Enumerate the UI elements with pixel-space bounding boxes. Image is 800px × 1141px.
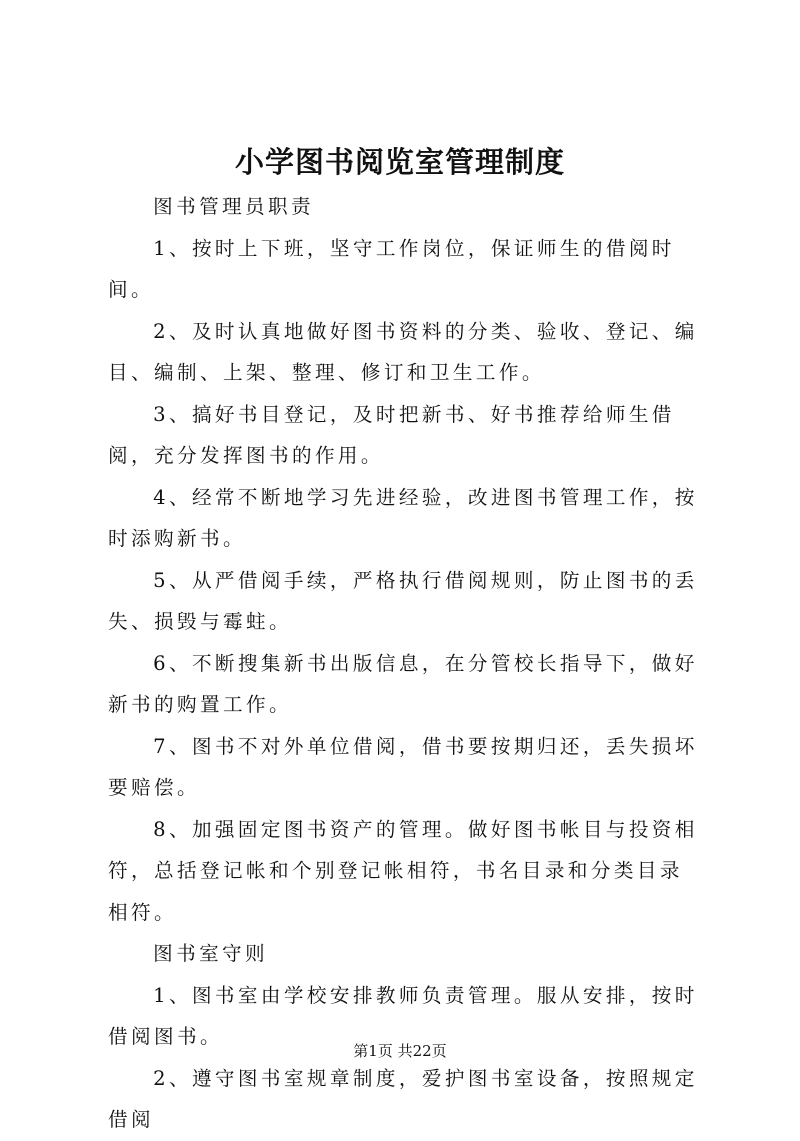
- paragraph: 8、加强固定图书资产的管理。做好图书帐目与投资相符，总括登记帐和个别登记帐相符，书名目录和分类目录相符。: [108, 817, 698, 924]
- document-title: 小学图书阅览室管理制度: [234, 145, 565, 179]
- paragraph: 6、不断搜集新书出版信息，在分管校长指导下，做好新书的购置工作。: [108, 651, 698, 716]
- document-body: [108, 186, 704, 1141]
- paragraph: 1、按时上下班，坚守工作岗位，保证师生的借阅时间。: [108, 236, 675, 301]
- paragraph: 5、从严借阅手续，严格执行借阅规则，防止图书的丢失、损毁与霉蛀。: [108, 568, 698, 633]
- paragraph: 7、图书不对外单位借阅，借书要按期归还，丢失损坏要赔偿。: [108, 734, 698, 799]
- section-heading-librarian-duties: 图书管理员职责: [153, 195, 315, 218]
- paragraph: 3、搞好书目登记，及时把新书、好书推荐给师生借阅，充分发挥图书的作用。: [108, 402, 675, 467]
- paragraph: 2、遵守图书室规章制度，爱护图书室设备，按照规定借阅: [108, 1066, 698, 1131]
- paragraph: 2、及时认真地做好图书资料的分类、验收、登记、编目、编制、上架、整理、修订和卫生工作。: [108, 319, 698, 384]
- page-number-footer: 第1页 共22页: [353, 1042, 447, 1060]
- paragraph: 1、图书室由学校安排教师负责管理。服从安排，按时借阅图书。: [108, 983, 698, 1048]
- paragraph: 4、经常不断地学习先进经验，改进图书管理工作，按时添购新书。: [108, 485, 698, 550]
- section-heading-library-rules: 图书室守则: [153, 942, 269, 965]
